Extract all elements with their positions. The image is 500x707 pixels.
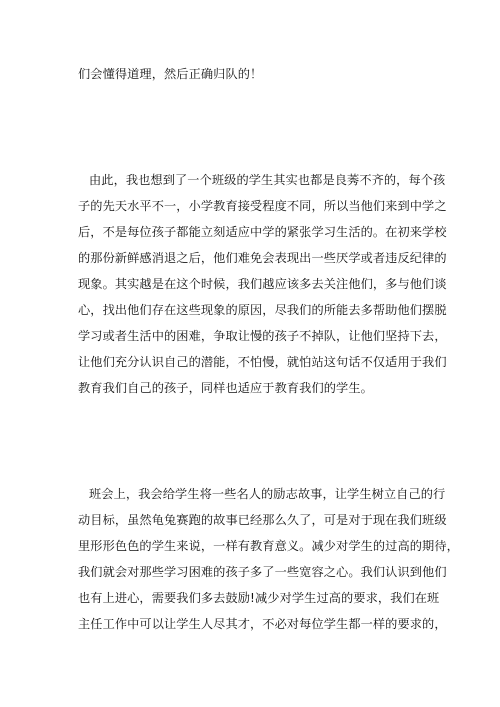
text-line: 我们就会对那些学习困难的孩子多了一些宽容之心。我们认识到他们 <box>78 565 447 579</box>
text-line: 现象。其实越是在这个时候，我们越应该多去关注他们，多与他们谈 <box>78 277 447 291</box>
text-line: 主任工作中可以让学生人尽其才，不必对每位学生都一样的要求的， <box>78 617 447 631</box>
text-line: 班会上，我会给学生将一些名人的励志故事，让学生树立自己的行 <box>89 487 446 501</box>
text-line: 教育我们自己的孩子，同样也适应于教育我们的学生。 <box>78 381 373 395</box>
text-line: 让他们充分认识自己的潜能，不怕慢，就怕站这句话不仅适用于我们 <box>78 355 447 369</box>
text-line: 学习或者生活中的困难，争取让慢的孩子不掉队，让他们坚持下去， <box>78 329 447 343</box>
text-line: 的那份新鲜感消退之后，他们难免会表现出一些厌学或者违反纪律的 <box>78 251 447 265</box>
text-line: 里形形色色的学生来说，一样有教育意义。减少对学生的过高的期待， <box>78 539 459 553</box>
text-line: 也有上进心，需要我们多去鼓励!减少对学生过高的要求，我们在班 <box>78 591 440 605</box>
text-line: 动目标，虽然龟兔赛跑的故事已经那么久了，可是对于现在我们班级 <box>78 513 447 527</box>
text-line: 心，找出他们存在这些现象的原因，尽我们的所能去多帮助他们摆脱 <box>78 303 447 317</box>
text-line: 由此，我也想到了一个班级的学生其实也都是良莠不齐的，每个孩 <box>89 173 446 187</box>
text-line: 后，不是每位孩子都能立刻适应中学的紧张学习生活的。在初来学校 <box>78 225 447 239</box>
text-line: 子的先天水平不一，小学教育接受程度不同，所以当他们来到中学之 <box>78 199 447 213</box>
text-line: 们会懂得道理，然后正确归队的！ <box>78 67 263 81</box>
